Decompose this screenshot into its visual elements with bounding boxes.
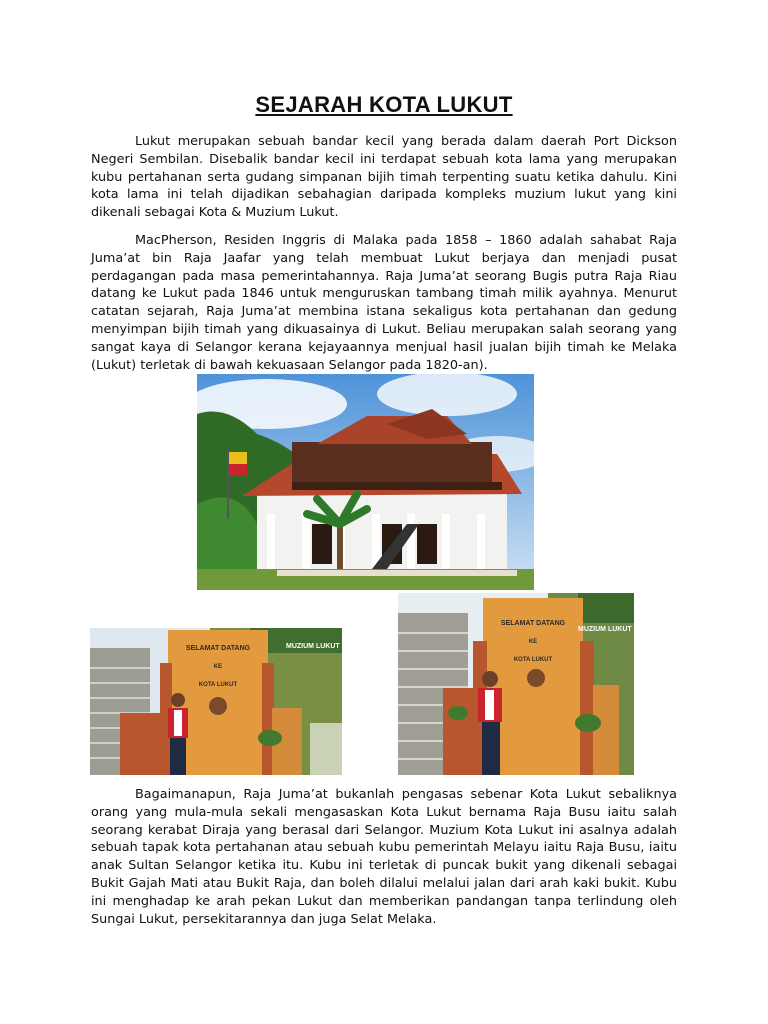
museum-building-photo bbox=[197, 374, 534, 590]
page-title: SEJARAH KOTA LUKUT bbox=[255, 92, 513, 117]
sign-line-1-right: SELAMAT DATANG bbox=[500, 620, 566, 627]
paragraph-2: MacPherson, Residen Inggris di Malaka pada 1858 – 1860 adalah sahabat Raja Juma’at bin Raja Jaafar yang telah membuat Lukut berjaya dan menjadi pusat perdagangan pada masa pemerintahannya. Raja Juma’at seorang Bugis putra Raja Riau datang ke Lukut pada 1846 untuk menguruskan tambang timah milik ayahnya. Menurut catatan sejarah, Raja Juma’at membina istana sekaligus kota pertahanan dan gedung menyimpan bijih timah yang dikuasainya di Lukut. Beliau merupakan salah seorang yang sangat kaya di Selangor kerana kejayaannya menjual hasil jualan bijih timah ke Melaka (Lukut) terletak di bawah kekuasaan Selangor pada 1820-an). bbox=[91, 233, 677, 373]
paragraph-3: Bagaimanapun, Raja Juma’at bukanlah pengasas sebenar Kota Lukut sebaliknya orang yang mula-mula sekali mengasaskan Kota Lukut bernama Raja Busu iaitu salah seorang kerabat Diraja yang berasal dari Selangor. Muzium Kota Lukut ini asalnya adalah sebuah tapak kota pertahanan atau sebuah kubu pemerintah Melayu iaitu Raja Busu, iaitu anak Sultan Selangor ketika itu. Kubu ini terletak di puncak bukit yang dikenali sebagai Bukit Gajah Mati atau Bukit Raja, dan boleh dilalui melalui jalan dari arah kaki bukit. Kubu ini menghadap ke arah pekan Lukut dan memberikan pandangan tanpa terlindung oleh Sungai Lukut, persekitarannya dan juga Selat Melaka. bbox=[91, 787, 677, 927]
welcome-sign-photo-left bbox=[90, 628, 342, 775]
museum-sign-text: MUZIUM LUKUT bbox=[286, 643, 340, 650]
paragraph-1: Lukut merupakan sebuah bandar kecil yang berada dalam daerah Port Dickson Negeri Sembilan. Disebalik bandar kecil ini terdapat sebuah kota lama yang merupakan kubu pertahanan serta gudang simpanan bijih timah terpenting suatu ketika dahulu. Kini kota lama ini telah dijadikan sebahagian daripada kompleks muzium lukut yang kini dikenali sebagai Kota & Muzium Lukut. bbox=[91, 134, 677, 221]
sign-line-1: SELAMAT DATANG bbox=[185, 645, 251, 652]
sign-line-2-right: KE bbox=[528, 639, 538, 645]
welcome-sign-photo-right bbox=[398, 593, 634, 775]
museum-sign-text-right: MUZIUM LUKUT bbox=[578, 626, 632, 633]
sign-line-2: KE bbox=[213, 664, 223, 670]
sign-line-3: KOTA LUKUT bbox=[198, 682, 238, 688]
sign-line-3-right: KOTA LUKUT bbox=[513, 657, 553, 663]
